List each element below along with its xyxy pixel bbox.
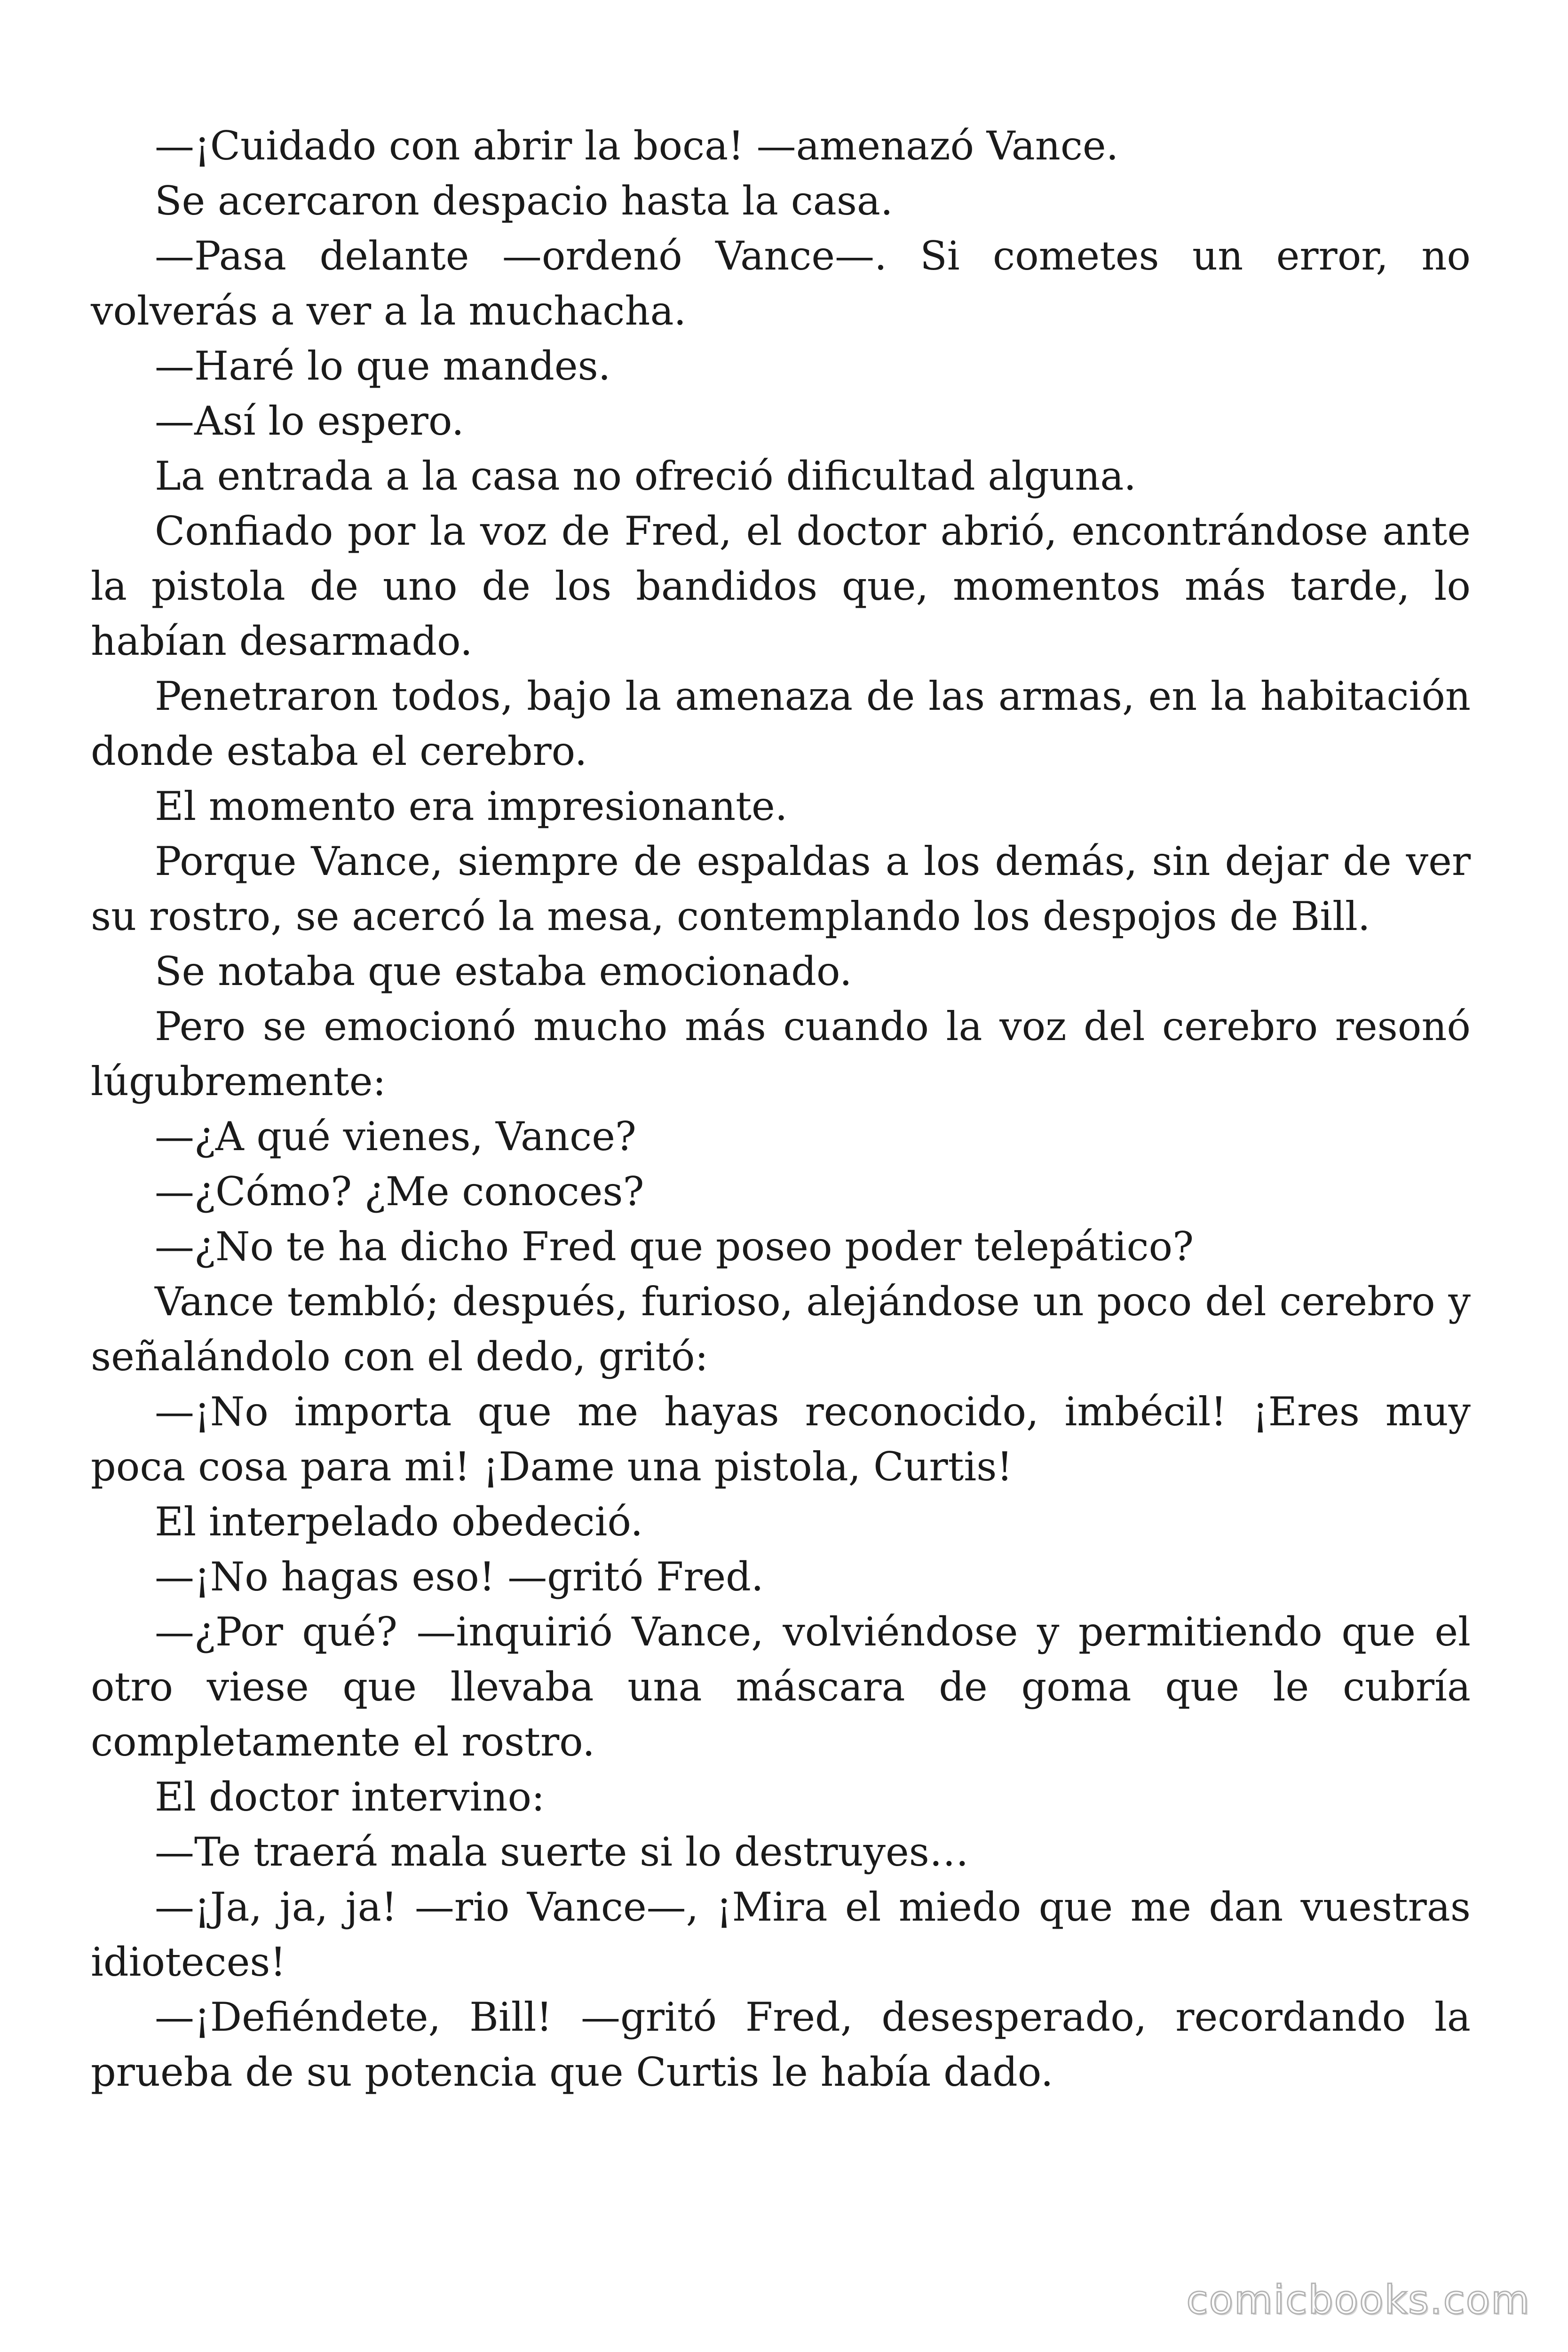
paragraph: El interpelado obedeció. bbox=[155, 1499, 643, 1545]
watermark: comicbooks.com bbox=[1186, 2277, 1530, 2323]
paragraph: Vance tembló; después, furioso, alejándose un poco del cerebro y señalándolo con el dedo, gritó: bbox=[91, 1279, 1471, 1380]
paragraph: —¿Por qué? —inquirió Vance, volviéndose y permitiendo que el otro viese que llevaba una máscara de goma que le cubría completamente el rostro. bbox=[91, 1609, 1471, 1765]
paragraph: Penetraron todos, bajo la amenaza de las armas, en la habitación donde estaba el cerebro. bbox=[91, 673, 1471, 774]
paragraph: —¡No importa que me hayas reconocido, imbécil! ¡Eres muy poca cosa para mi! ¡Dame una pistola, Curtis! bbox=[91, 1389, 1471, 1490]
paragraph: —¿Cómo? ¿Me conoces? bbox=[155, 1168, 644, 1215]
paragraph: El momento era impresionante. bbox=[155, 783, 788, 829]
paragraph: —¡Defiéndete, Bill! —gritó Fred, desesperado, recordando la prueba de su potencia que Curtis le había dado. bbox=[91, 1994, 1471, 2095]
paragraph: La entrada a la casa no ofreció dificultad alguna. bbox=[155, 453, 1137, 499]
paragraph: —¡Ja, ja, ja! —rio Vance—, ¡Mira el miedo que me dan vuestras idioteces! bbox=[91, 1884, 1471, 1985]
paragraph: Se acercaron despacio hasta la casa. bbox=[155, 178, 893, 224]
paragraph: Confiado por la voz de Fred, el doctor abrió, encontrándose ante la pistola de uno de los bandidos que, momentos más tarde, lo habían desarmado. bbox=[91, 508, 1471, 664]
paragraph: —Te traerá mala suerte si lo destruyes… bbox=[155, 1829, 969, 1875]
paragraph: —¡No hagas eso! —gritó Fred. bbox=[155, 1554, 764, 1600]
paragraph: —¿No te ha dicho Fred que poseo poder telepático? bbox=[155, 1224, 1194, 1270]
paragraph: Pero se emocionó mucho más cuando la voz del cerebro resonó lúgubremente: bbox=[91, 1003, 1471, 1104]
body-text bbox=[91, 119, 1471, 2100]
paragraph: El doctor intervino: bbox=[155, 1774, 545, 1820]
paragraph: —Así lo espero. bbox=[155, 398, 464, 444]
paragraph: Se notaba que estaba emocionado. bbox=[155, 948, 852, 994]
paragraph: —¡Cuidado con abrir la boca! —amenazó Vance. bbox=[155, 123, 1119, 169]
paragraph: —Pasa delante —ordenó Vance—. Si cometes un error, no volverás a ver a la muchacha. bbox=[91, 233, 1471, 334]
paragraph: —¿A qué vienes, Vance? bbox=[155, 1113, 636, 1160]
paragraph: Porque Vance, siempre de espaldas a los demás, sin dejar de ver su rostro, se acercó la mesa, contemplando los despojos de Bill. bbox=[91, 838, 1471, 939]
paragraph: —Haré lo que mandes. bbox=[155, 343, 611, 389]
